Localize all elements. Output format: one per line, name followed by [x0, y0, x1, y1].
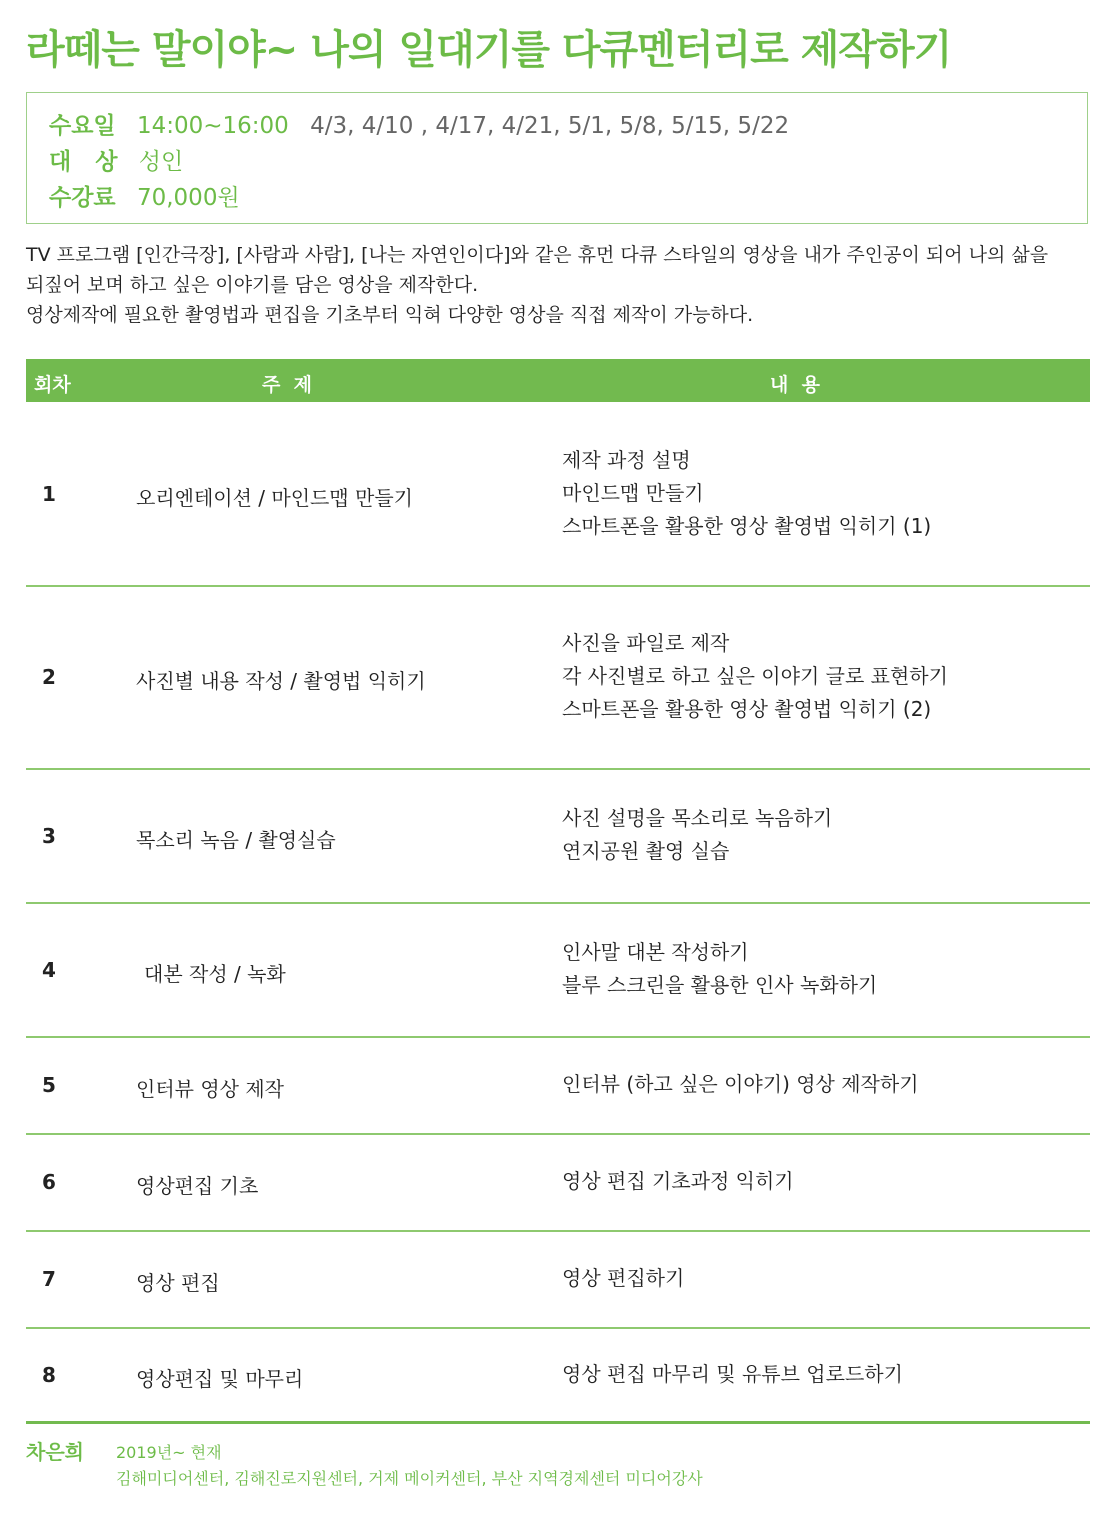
table-row	[26, 904, 1090, 1038]
header-session: 회차	[34, 374, 71, 396]
session-number: 3	[42, 824, 56, 848]
table-row	[26, 402, 1090, 587]
content-line: 영상 편집 기초과정 익히기	[562, 1169, 794, 1193]
session-content	[562, 936, 877, 1002]
session-content	[562, 1068, 919, 1101]
target-label: 대 상	[49, 149, 118, 175]
target-value: 성인	[138, 149, 184, 175]
content-line: 마인드맵 만들기	[562, 481, 704, 505]
course-info-box	[26, 92, 1088, 224]
instructor-name: 차은희	[26, 1440, 84, 1464]
content-line: 영상 편집하기	[562, 1266, 685, 1290]
session-topic: 대본 작성 / 녹화	[144, 962, 286, 986]
table-row	[26, 587, 1090, 770]
schedule-dates: 4/3, 4/10 , 4/17, 4/21, 5/1, 5/8, 5/15, 5/22	[310, 113, 790, 139]
schedule-label: 수요일	[49, 113, 116, 139]
session-content	[562, 1358, 903, 1391]
content-line: 인터뷰 (하고 싶은 이야기) 영상 제작하기	[562, 1072, 919, 1096]
table-row	[26, 1135, 1090, 1232]
fee-row	[49, 179, 240, 212]
instructor-career	[116, 1440, 703, 1492]
page-title: 라떼는 말이야~ 나의 일대기를 다큐멘터리로 제작하기	[26, 27, 952, 73]
description-line: TV 프로그램 [인간극장], [사람과 사람], [나는 자연인이다]와 같은 휴먼 다큐 스타일의 영상을 내가 주인공이 되어 나의 삶을	[26, 244, 1049, 266]
session-content	[562, 1165, 794, 1198]
fee-value: 70,000원	[136, 185, 240, 211]
session-content	[562, 1262, 684, 1295]
table-row	[26, 1329, 1090, 1421]
target-row	[49, 143, 183, 176]
description-line: 되짚어 보며 하고 싶은 이야기를 담은 영상을 제작한다.	[26, 274, 479, 296]
table-row	[26, 1232, 1090, 1329]
session-topic: 영상편집 및 마무리	[136, 1367, 304, 1391]
career-line: 김해미디어센터, 김해진로지원센터, 거제 메이커센터, 부산 지역경제센터 미디어강사	[116, 1469, 703, 1488]
session-topic: 영상편집 기초	[136, 1174, 259, 1198]
session-topic: 사진별 내용 작성 / 촬영법 익히기	[136, 669, 426, 693]
session-number: 5	[42, 1073, 56, 1097]
session-number: 4	[42, 958, 56, 982]
table-header	[26, 359, 1090, 402]
content-line: 스마트폰을 활용한 영상 촬영법 익히기 (1)	[562, 514, 932, 538]
session-number: 7	[42, 1267, 56, 1291]
footer-divider	[26, 1421, 1090, 1424]
table-row	[26, 770, 1090, 904]
career-line: 2019년~ 현재	[116, 1443, 222, 1462]
content-line: 인사말 대본 작성하기	[562, 940, 749, 964]
content-line: 사진을 파일로 제작	[562, 631, 730, 655]
schedule-row	[49, 107, 789, 140]
session-number: 1	[42, 482, 56, 506]
session-content	[562, 627, 948, 726]
header-topic: 주 제	[262, 374, 312, 396]
schedule-time: 14:00~16:00	[136, 113, 289, 139]
description-line: 영상제작에 필요한 촬영법과 편집을 기초부터 익혀 다양한 영상을 직접 제작이 가능하다.	[26, 304, 754, 326]
course-description	[26, 240, 1096, 330]
header-content: 내 용	[770, 374, 820, 396]
content-line: 제작 과정 설명	[562, 448, 691, 472]
session-topic: 목소리 녹음 / 촬영실습	[136, 828, 336, 852]
content-line: 각 사진별로 하고 싶은 이야기 글로 표현하기	[562, 664, 948, 688]
content-line: 사진 설명을 목소리로 녹음하기	[562, 806, 833, 830]
fee-label: 수강료	[49, 185, 116, 211]
session-number: 8	[42, 1363, 56, 1387]
session-topic: 영상 편집	[136, 1271, 220, 1295]
session-topic: 인터뷰 영상 제작	[136, 1077, 284, 1101]
session-content	[562, 802, 832, 868]
content-line: 블루 스크린을 활용한 인사 녹화하기	[562, 973, 878, 997]
session-number: 6	[42, 1170, 56, 1194]
session-content	[562, 444, 931, 543]
table-row	[26, 1038, 1090, 1135]
session-number: 2	[42, 665, 56, 689]
content-line: 스마트폰을 활용한 영상 촬영법 익히기 (2)	[562, 697, 932, 721]
content-line: 연지공원 촬영 실습	[562, 839, 730, 863]
content-line: 영상 편집 마무리 및 유튜브 업로드하기	[562, 1362, 903, 1386]
session-topic: 오리엔테이션 / 마인드맵 만들기	[136, 486, 413, 510]
